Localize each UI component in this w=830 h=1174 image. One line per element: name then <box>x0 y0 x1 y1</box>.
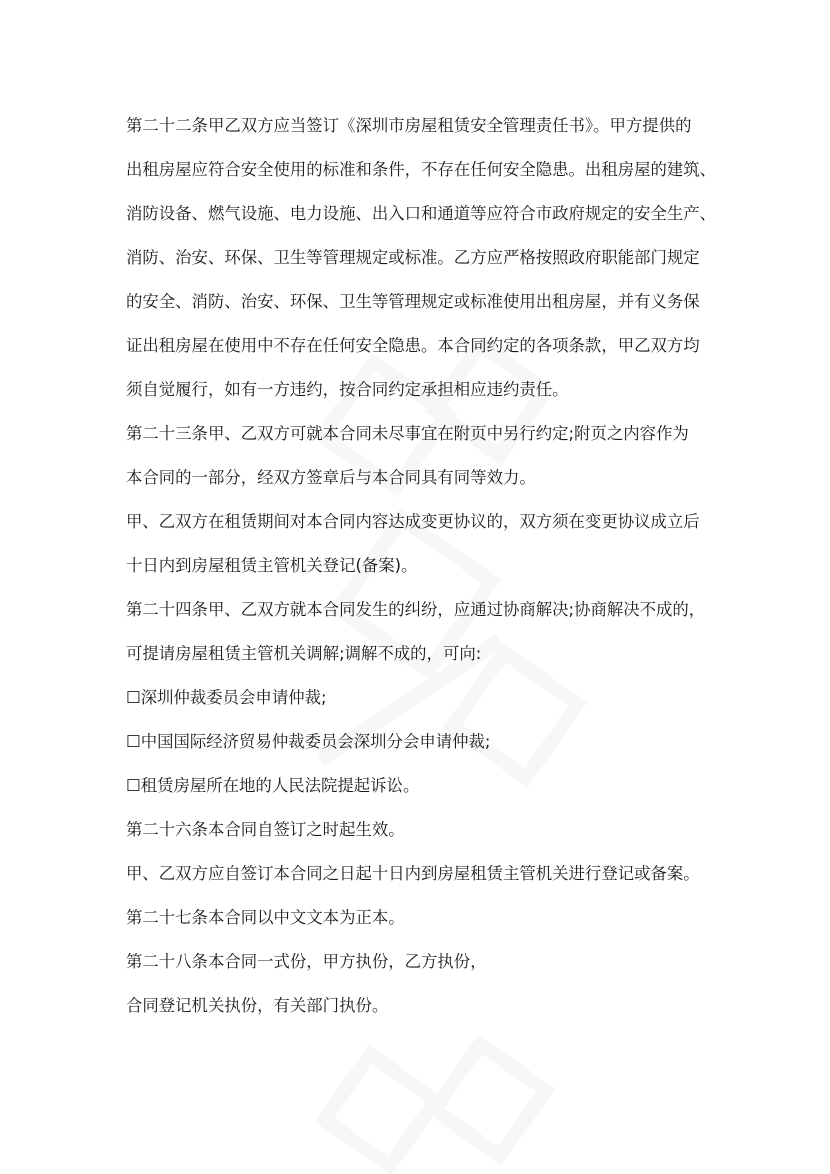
text-line: 证出租房屋在使用中不存在任何安全隐患。本合同约定的各项条款，甲乙双方均 <box>126 336 700 355</box>
text-line: 消防、治安、环保、卫生等管理规定或标准。乙方应严格按照政府职能部门规定 <box>126 248 700 267</box>
text-line: 第二十七条本合同以中文文本为正本。 <box>126 908 405 927</box>
text-line: 第二十四条甲、乙双方就本合同发生的纠纷，应通过协商解决;协商解决不成的， <box>126 600 706 619</box>
checkbox-option-line: ☐租赁房屋所在地的人民法院提起诉讼。 <box>126 776 420 795</box>
text-line: 消防设备、燃气设施、电力设施、出入口和通道等应符合市政府规定的安全生产、 <box>126 204 717 223</box>
text-line: 甲、乙双方在租赁期间对本合同内容达成变更协议的，双方须在变更协议成立后 <box>126 512 700 531</box>
text-line: 甲、乙双方应自签订本合同之日起十日内到房屋租赁主管机关进行登记或备案。 <box>126 864 700 883</box>
text-line: 须自觉履行，如有一方违约，按合同约定承担相应违约责任。 <box>126 380 569 399</box>
text-line: 第二十三条甲、乙双方可就本合同未尽事宜在附页中另行约定;附页之内容作为 <box>126 424 689 443</box>
checkbox-option-line: ☐中国国际经济贸易仲裁委员会深圳分会申请仲裁; <box>126 732 491 751</box>
text-line: 的安全、消防、治安、环保、卫生等管理规定或标准使用出租房屋，并有义务保 <box>126 292 700 311</box>
text-line: 第二十八条本合同一式份，甲方执份，乙方执份， <box>126 952 487 971</box>
text-line: 十日内到房屋租赁主管机关登记(备案)。 <box>126 556 418 575</box>
watermark-graphic-bottom <box>300 1030 560 1174</box>
contract-body <box>126 104 716 1028</box>
text-line: 可提请房屋租赁主管机关调解;调解不成的，可向: <box>126 644 482 663</box>
text-line: 合同登记机关执份，有关部门执份。 <box>126 996 389 1015</box>
checkbox-option-line: ☐深圳仲裁委员会申请仲裁; <box>126 688 327 707</box>
text-line: 本合同的一部分，经双方签章后与本合同具有同等效力。 <box>126 468 536 487</box>
text-line: 第二十二条甲乙双方应当签订《深圳市房屋租赁安全管理责任书》。甲方提供的 <box>126 116 692 135</box>
text-line: 出租房屋应符合安全使用的标准和条件，不存在任何安全隐患。出租房屋的建筑、 <box>126 160 717 179</box>
text-line: 第二十六条本合同自签订之时起生效。 <box>126 820 405 839</box>
